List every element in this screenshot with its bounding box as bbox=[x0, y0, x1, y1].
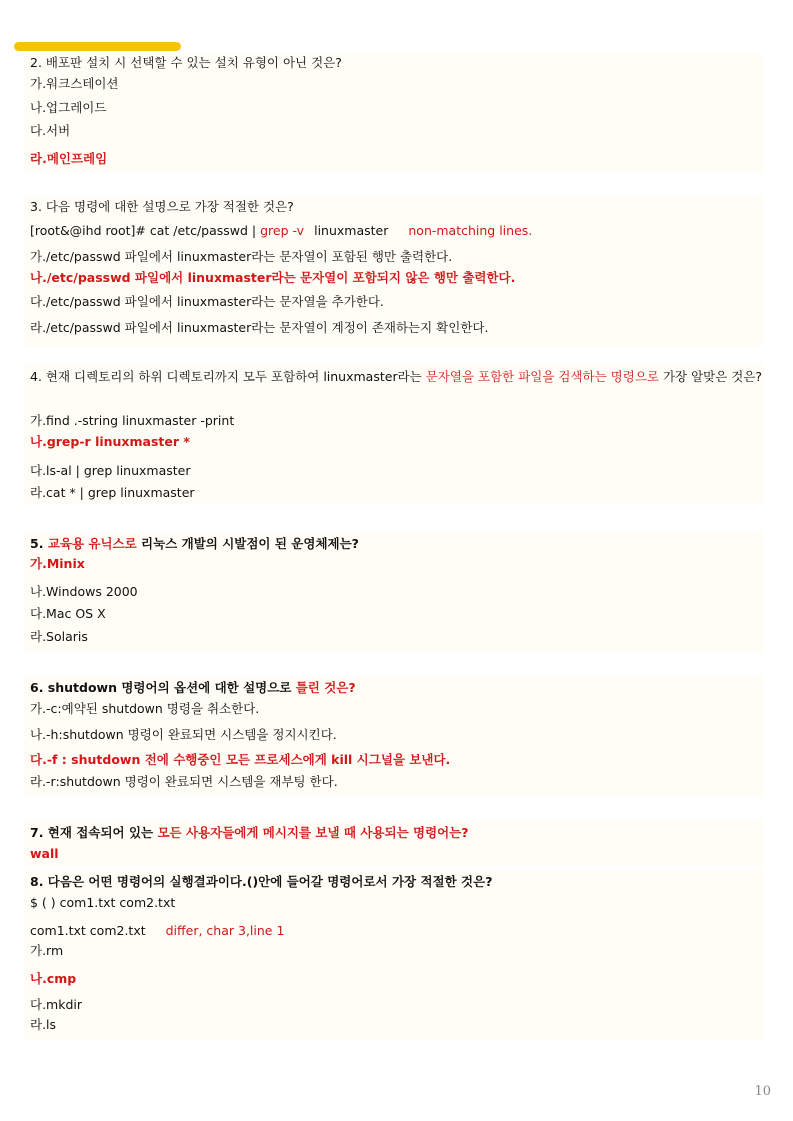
q6-option-b: 나.-h:shutdown 명령이 완료되면 시스템을 정지시킨다. bbox=[30, 727, 337, 742]
q8-output-files: com1.txt com2.txt bbox=[30, 923, 146, 938]
q2-option-a: 가.워크스테이션 bbox=[30, 76, 119, 91]
q5-question-num: 5. bbox=[30, 536, 48, 551]
q3-question: 3. 다음 명령에 대한 설명으로 가장 적절한 것은? bbox=[30, 199, 294, 214]
q3-command-note: non-matching lines. bbox=[408, 223, 533, 238]
q6-option-c-answer: 다.-f : shutdown 전에 수행중인 모든 프로세스에게 kill 시그널을 보낸다. bbox=[30, 752, 451, 767]
q6-question-red: 틀린 것은? bbox=[295, 680, 356, 695]
page-number: 10 bbox=[754, 1084, 771, 1099]
q3-command-arg: linuxmaster bbox=[314, 223, 389, 238]
q2-option-b: 나.업그레이드 bbox=[30, 100, 107, 115]
q4-option-c: 다.ls-al | grep linuxmaster bbox=[30, 463, 191, 478]
q4-option-b-answer: 나.grep-r linuxmaster * bbox=[30, 434, 190, 449]
q8-output-msg: differ, char 3,line 1 bbox=[165, 923, 285, 938]
section-band-q2 bbox=[24, 54, 764, 172]
q8-option-c: 다.mkdir bbox=[30, 997, 83, 1012]
q5-option-a-answer: 가.Minix bbox=[30, 556, 85, 571]
q3-option-b-answer: 나./etc/passwd 파일에서 linuxmaster라는 문자열이 포함되지 않은 행만 출력한다. bbox=[30, 270, 516, 285]
q4-option-d: 라.cat * | grep linuxmaster bbox=[30, 485, 195, 500]
q4-question-post: 가장 알맞은 것은? bbox=[658, 369, 763, 384]
q5-option-b: 나.Windows 2000 bbox=[30, 584, 138, 599]
q7-answer: wall bbox=[30, 846, 59, 861]
q7-question bbox=[30, 825, 469, 841]
q5-option-d: 라.Solaris bbox=[30, 629, 88, 644]
q8-option-d: 라.ls bbox=[30, 1017, 57, 1032]
q5-question-red: 교육용 유닉스로 bbox=[47, 536, 137, 551]
q3-option-c: 다./etc/passwd 파일에서 linuxmaster라는 문자열을 추가한다. bbox=[30, 294, 384, 309]
q2-option-d-answer: 라.메인프레임 bbox=[30, 151, 108, 166]
q6-option-a: 가.-c:예약된 shutdown 명령을 취소한다. bbox=[30, 701, 260, 716]
q5-question bbox=[30, 536, 359, 552]
q7-question-pre: 7. 현재 접속되어 있는 bbox=[30, 825, 158, 840]
q8-command: $ ( ) com1.txt com2.txt bbox=[30, 895, 176, 910]
q3-command bbox=[30, 223, 532, 239]
q4-question bbox=[30, 369, 772, 385]
q8-output bbox=[30, 923, 284, 939]
q6-question-pre: 6. shutdown 명령어의 옵션에 대한 설명으로 bbox=[30, 680, 296, 695]
q4-question-red: 문자열을 포함한 파일을 검색하는 명령으로 bbox=[425, 369, 659, 384]
highlight-marker bbox=[14, 42, 181, 51]
q3-command-prefix: [root&@ihd root]# cat /etc/passwd | bbox=[30, 223, 261, 238]
q2-option-c: 다.서버 bbox=[30, 123, 71, 138]
q3-option-d: 라./etc/passwd 파일에서 linuxmaster라는 문자열이 계정이 존재하는지 확인한다. bbox=[30, 320, 489, 335]
q7-question-red: 모든 사용자들에게 메시지를 보낼 때 사용되는 명령어는? bbox=[157, 825, 469, 840]
q4-option-a: 가.find .-string linuxmaster -print bbox=[30, 413, 235, 428]
q6-question bbox=[30, 680, 356, 696]
q5-option-c: 다.Mac OS X bbox=[30, 606, 106, 621]
q3-command-grep: grep -v bbox=[260, 223, 305, 238]
q6-option-d: 라.-r:shutdown 명령이 완료되면 시스템을 재부팅 한다. bbox=[30, 774, 338, 789]
q3-option-a: 가./etc/passwd 파일에서 linuxmaster라는 문자열이 포함된 행만 출력한다. bbox=[30, 249, 453, 264]
q2-question: 2. 배포판 설치 시 선택할 수 있는 설치 유형이 아닌 것은? bbox=[30, 55, 342, 70]
q5-question-post: 리눅스 개발의 시발점이 된 운영체제는? bbox=[136, 536, 359, 551]
q8-question: 8. 다음은 어떤 명령어의 실행결과이다.()안에 들어갈 명령어로서 가장 적절한 것은? bbox=[30, 874, 493, 889]
q8-option-b-answer: 나.cmp bbox=[30, 971, 77, 986]
q8-option-a: 가.rm bbox=[30, 943, 64, 958]
q4-question-pre: 4. 현재 디렉토리의 하위 디렉토리까지 모두 포함하여 linuxmaster라는 bbox=[30, 369, 426, 384]
